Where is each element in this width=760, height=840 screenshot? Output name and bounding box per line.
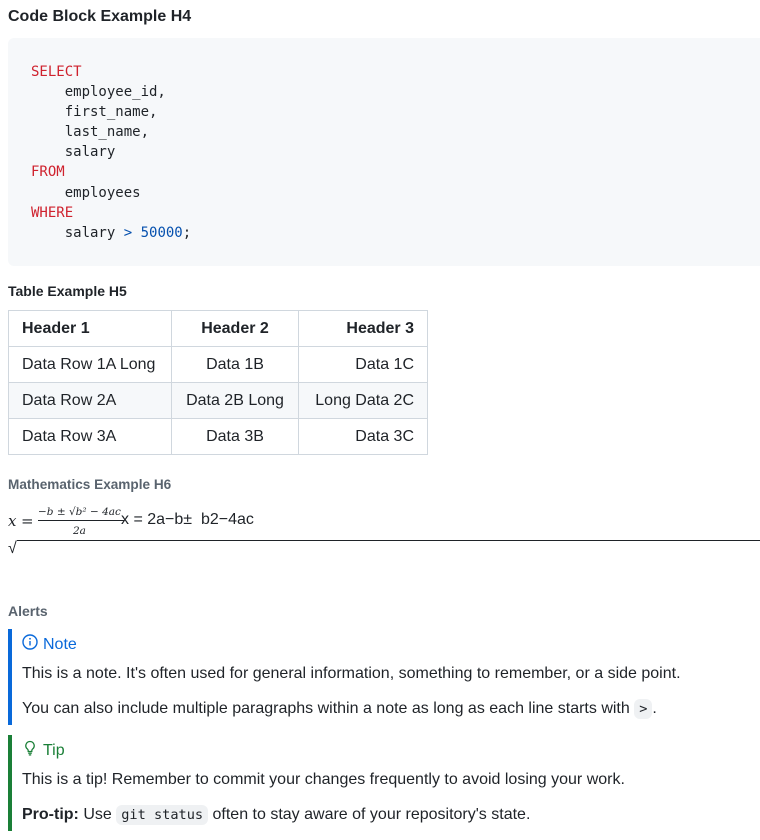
table-cell: Data Row 1A Long — [9, 347, 172, 383]
code-line: salary — [31, 144, 116, 161]
table-cell: Data Row 3A — [9, 419, 172, 455]
math-fallback-text: x = 2a−b± b2−4ac — [121, 511, 254, 528]
table-cell: Data Row 2A — [9, 383, 172, 419]
note-text: You can also include multiple paragraphs within a note as long as each line starts with — [22, 700, 635, 717]
tip-paragraph — [22, 806, 530, 824]
code-line: salary — [31, 224, 124, 241]
table-cell: Data 2B Long — [172, 383, 299, 419]
code-operator: > — [123, 224, 133, 241]
code-punct: ; — [182, 224, 192, 241]
math-equals: = — [21, 512, 34, 530]
code-content — [31, 62, 191, 243]
data-table — [8, 310, 428, 455]
table-section-heading: Table Example H5 — [8, 283, 127, 299]
inline-code: > — [634, 699, 652, 719]
tip-title-label: Tip — [43, 741, 65, 759]
code-line: employee_id, — [31, 84, 166, 101]
tip-text: often to stay aware of your repository's state. — [208, 806, 531, 823]
table-cell: Data 1C — [299, 347, 428, 383]
math-formula — [8, 503, 760, 563]
note-alert — [8, 629, 760, 725]
table-cell: Data 3C — [299, 419, 428, 455]
code-number: 50000 — [140, 224, 183, 241]
info-icon — [22, 634, 38, 655]
lightbulb-icon — [22, 740, 38, 761]
table-header-cell: Header 3 — [299, 311, 428, 347]
table-header-cell: Header 1 — [9, 311, 172, 347]
sqrt-symbol: √ — [8, 540, 17, 557]
math-section-heading: Mathematics Example H6 — [8, 477, 172, 492]
table-row — [9, 347, 428, 383]
code-keyword: SELECT — [31, 64, 82, 80]
note-title-label: Note — [43, 635, 77, 653]
table-header-row — [9, 311, 428, 347]
tip-alert — [8, 735, 760, 831]
sqrt-overline — [17, 540, 760, 541]
table-cell: Long Data 2C — [299, 383, 428, 419]
table-row — [9, 383, 428, 419]
alerts-section-heading: Alerts — [8, 603, 48, 619]
note-alert-title — [22, 634, 77, 655]
math-numerator: −b ± √b² − 4ac — [38, 506, 121, 518]
inline-code: git status — [116, 805, 208, 825]
code-keyword: WHERE — [31, 204, 74, 221]
code-section-heading: Code Block Example H4 — [8, 8, 192, 25]
code-line: employees — [31, 184, 141, 201]
tip-paragraph: This is a tip! Remember to commit your changes frequently to avoid losing your work. — [22, 771, 625, 788]
tip-text: Use — [78, 806, 117, 823]
table-header-cell: Header 2 — [172, 311, 299, 347]
fraction-bar — [38, 520, 124, 521]
tip-alert-title — [22, 740, 65, 761]
code-line: first_name, — [31, 104, 158, 121]
code-keyword: FROM — [31, 164, 65, 181]
table-cell: Data 3B — [172, 419, 299, 455]
code-line: last_name, — [31, 124, 150, 141]
note-text: . — [652, 700, 657, 717]
tip-strong-text: Pro-tip: — [22, 806, 79, 823]
note-paragraph: This is a note. It's often used for general information, something to remember, or a side point. — [22, 665, 681, 682]
math-denominator: 2a — [73, 525, 86, 537]
math-variable: x — [8, 512, 17, 530]
table-row — [9, 419, 428, 455]
table-cell: Data 1B — [172, 347, 299, 383]
note-paragraph — [22, 700, 657, 718]
